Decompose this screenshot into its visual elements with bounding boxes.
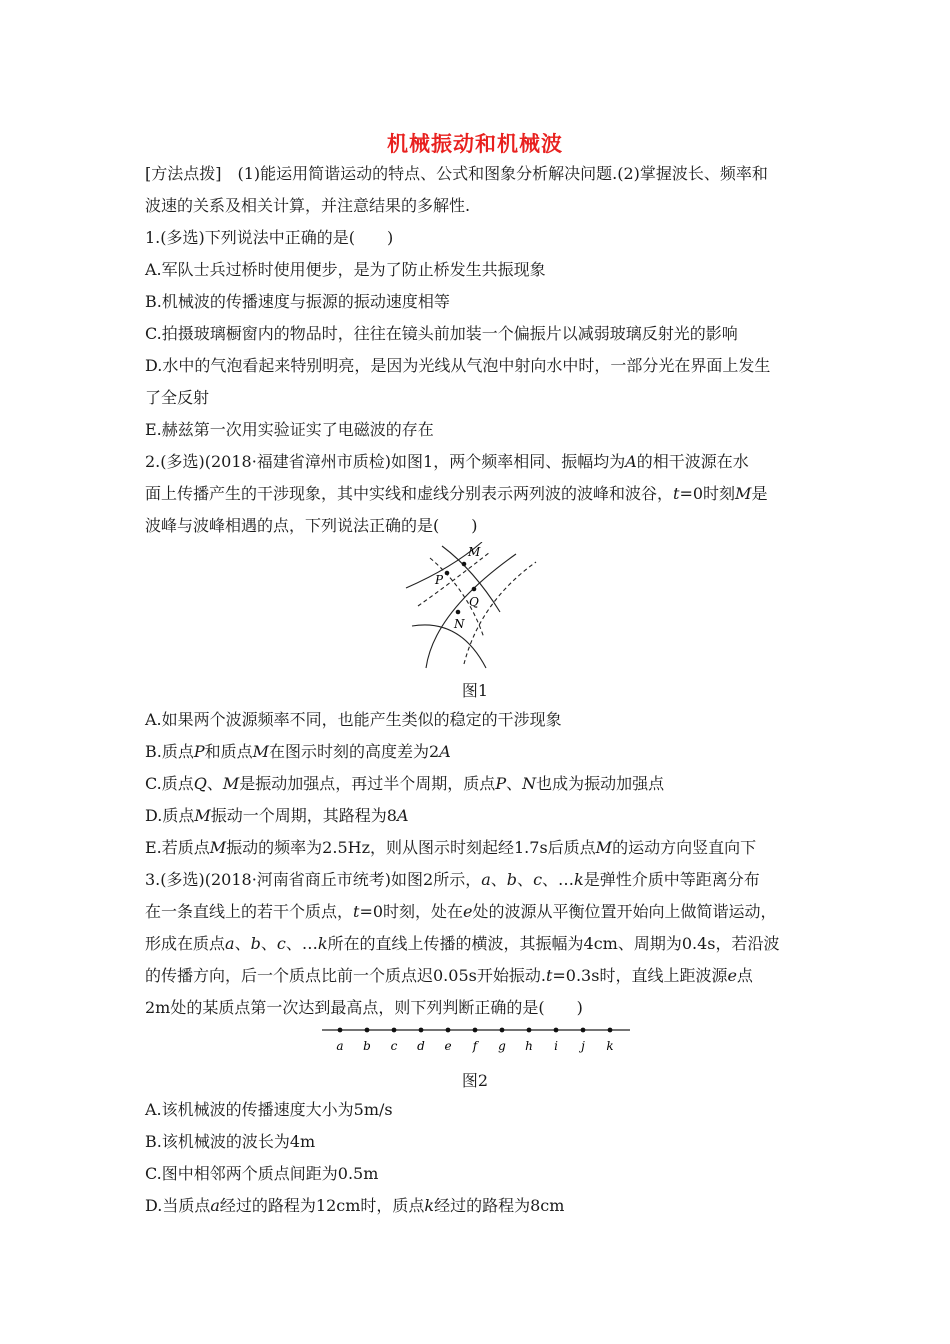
q2-option-c: C.质点Q、M是振动加强点，再过半个周期，质点P、N也成为振动加强点 (145, 774, 665, 793)
point-q (472, 587, 477, 592)
q2-option-e: E.若质点M振动的频率为2.5Hz，则从图示时刻起经1.7s后质点M的运动方向竖直向下 (145, 838, 757, 857)
point-m (462, 562, 467, 567)
particle-label-a: a (336, 1039, 344, 1053)
particle-label-j: j (581, 1039, 585, 1053)
particle-g (500, 1028, 505, 1033)
label-n: N (454, 617, 465, 631)
particle-d (419, 1028, 424, 1033)
particle-a (338, 1028, 343, 1033)
q1-option-d-line-2: 了全反射 (145, 388, 210, 407)
label-q: Q (469, 595, 479, 609)
particle-label-b: b (363, 1039, 371, 1053)
particle-f (473, 1028, 478, 1033)
q1-stem: 1.(多选)下列说法中正确的是( ) (145, 228, 394, 247)
q3-stem-line-1: 3.(多选)(2018·河南省商丘市统考)如图2所示，a、b、c、…k是弹性介质中等距离分布 (145, 870, 760, 889)
q2-stem-line-3: 波峰与波峰相遇的点，下列说法正确的是( ) (145, 516, 478, 535)
q1-option-d-line-1: D.水中的气泡看起来特别明亮，是因为光线从气泡中射向水中时，一部分光在界面上发生 (145, 356, 771, 375)
q1-option-e: E.赫兹第一次用实验证实了电磁波的存在 (145, 420, 434, 439)
point-n (456, 610, 461, 615)
q3-option-c: C.图中相邻两个质点间距为0.5m (145, 1164, 379, 1183)
q3-option-a: A.该机械波的传播速度大小为5m/s (145, 1100, 393, 1119)
point-p (445, 571, 450, 576)
figure-2-caption: 图2 (461, 1071, 489, 1090)
particle-c (392, 1028, 397, 1033)
page-title: 机械振动和机械波 (387, 131, 563, 156)
particle-label-k: k (606, 1039, 614, 1053)
q3-option-d: D.当质点a经过的路程为12cm时，质点k经过的路程为8cm (145, 1196, 565, 1215)
particle-k (608, 1028, 613, 1033)
particle-label-c: c (390, 1039, 398, 1053)
q3-stem-line-4: 的传播方向，后一个质点比前一个质点迟0.05s开始振动.t=0.3s时，直线上距波源e点 (145, 966, 753, 985)
particle-i (554, 1028, 559, 1033)
label-p: P (435, 573, 444, 587)
particle-label-e: e (444, 1039, 452, 1053)
q1-option-a: A.军队士兵过桥时使用便步，是为了防止桥发生共振现象 (145, 260, 546, 279)
q2-option-d: D.质点M振动一个周期，其路程为8A (145, 806, 409, 825)
intro-line-2: 波速的关系及相关计算，并注意结果的多解性. (145, 196, 471, 215)
particle-label-f: f (472, 1039, 478, 1053)
figure-2-particle-line (318, 1022, 634, 1058)
particle-label-i: i (554, 1039, 558, 1053)
particle-b (365, 1028, 370, 1033)
q3-option-b: B.该机械波的波长为4m (145, 1132, 316, 1151)
particle-label-h: h (525, 1039, 533, 1053)
q3-stem-line-5: 2m处的某质点第一次达到最高点，则下列判断正确的是( ) (145, 998, 583, 1017)
q3-stem-line-2: 在一条直线上的若干个质点，t=0时刻，处在e处的波源从平衡位置开始向上做简谐运动， (145, 902, 777, 921)
particle-e (446, 1028, 451, 1033)
q3-stem-line-3: 形成在质点a、b、c、…k所在的直线上传播的横波，其振幅为4cm、周期为0.4s，若沿波 (145, 934, 780, 953)
particle-j (581, 1028, 586, 1033)
figure-1-interference (404, 542, 544, 670)
particle-label-d: d (417, 1039, 425, 1053)
figure-1-caption: 图1 (461, 681, 489, 700)
q2-option-a: A.如果两个波源频率不同，也能产生类似的稳定的干涉现象 (145, 710, 562, 729)
q2-stem-line-2: 面上传播产生的干涉现象，其中实线和虚线分别表示两列波的波峰和波谷，t=0时刻M是 (145, 484, 768, 503)
particle-h (527, 1028, 532, 1033)
q2-stem-line-1: 2.(多选)(2018·福建省漳州市质检)如图1，两个频率相同、振幅均为A的相干波源在水 (145, 452, 749, 471)
particle-label-g: g (498, 1039, 506, 1053)
label-m: M (468, 545, 481, 559)
q2-option-b: B.质点P和质点M在图示时刻的高度差为2A (145, 742, 451, 761)
intro-line-1: [方法点拨] (1)能运用简谐运动的特点、公式和图象分析解决问题.(2)掌握波长、频率和 (145, 164, 768, 183)
q1-option-c: C.拍摄玻璃橱窗内的物品时，往往在镜头前加装一个偏振片以减弱玻璃反射光的影响 (145, 324, 738, 343)
q1-option-b: B.机械波的传播速度与振源的振动速度相等 (145, 292, 450, 311)
